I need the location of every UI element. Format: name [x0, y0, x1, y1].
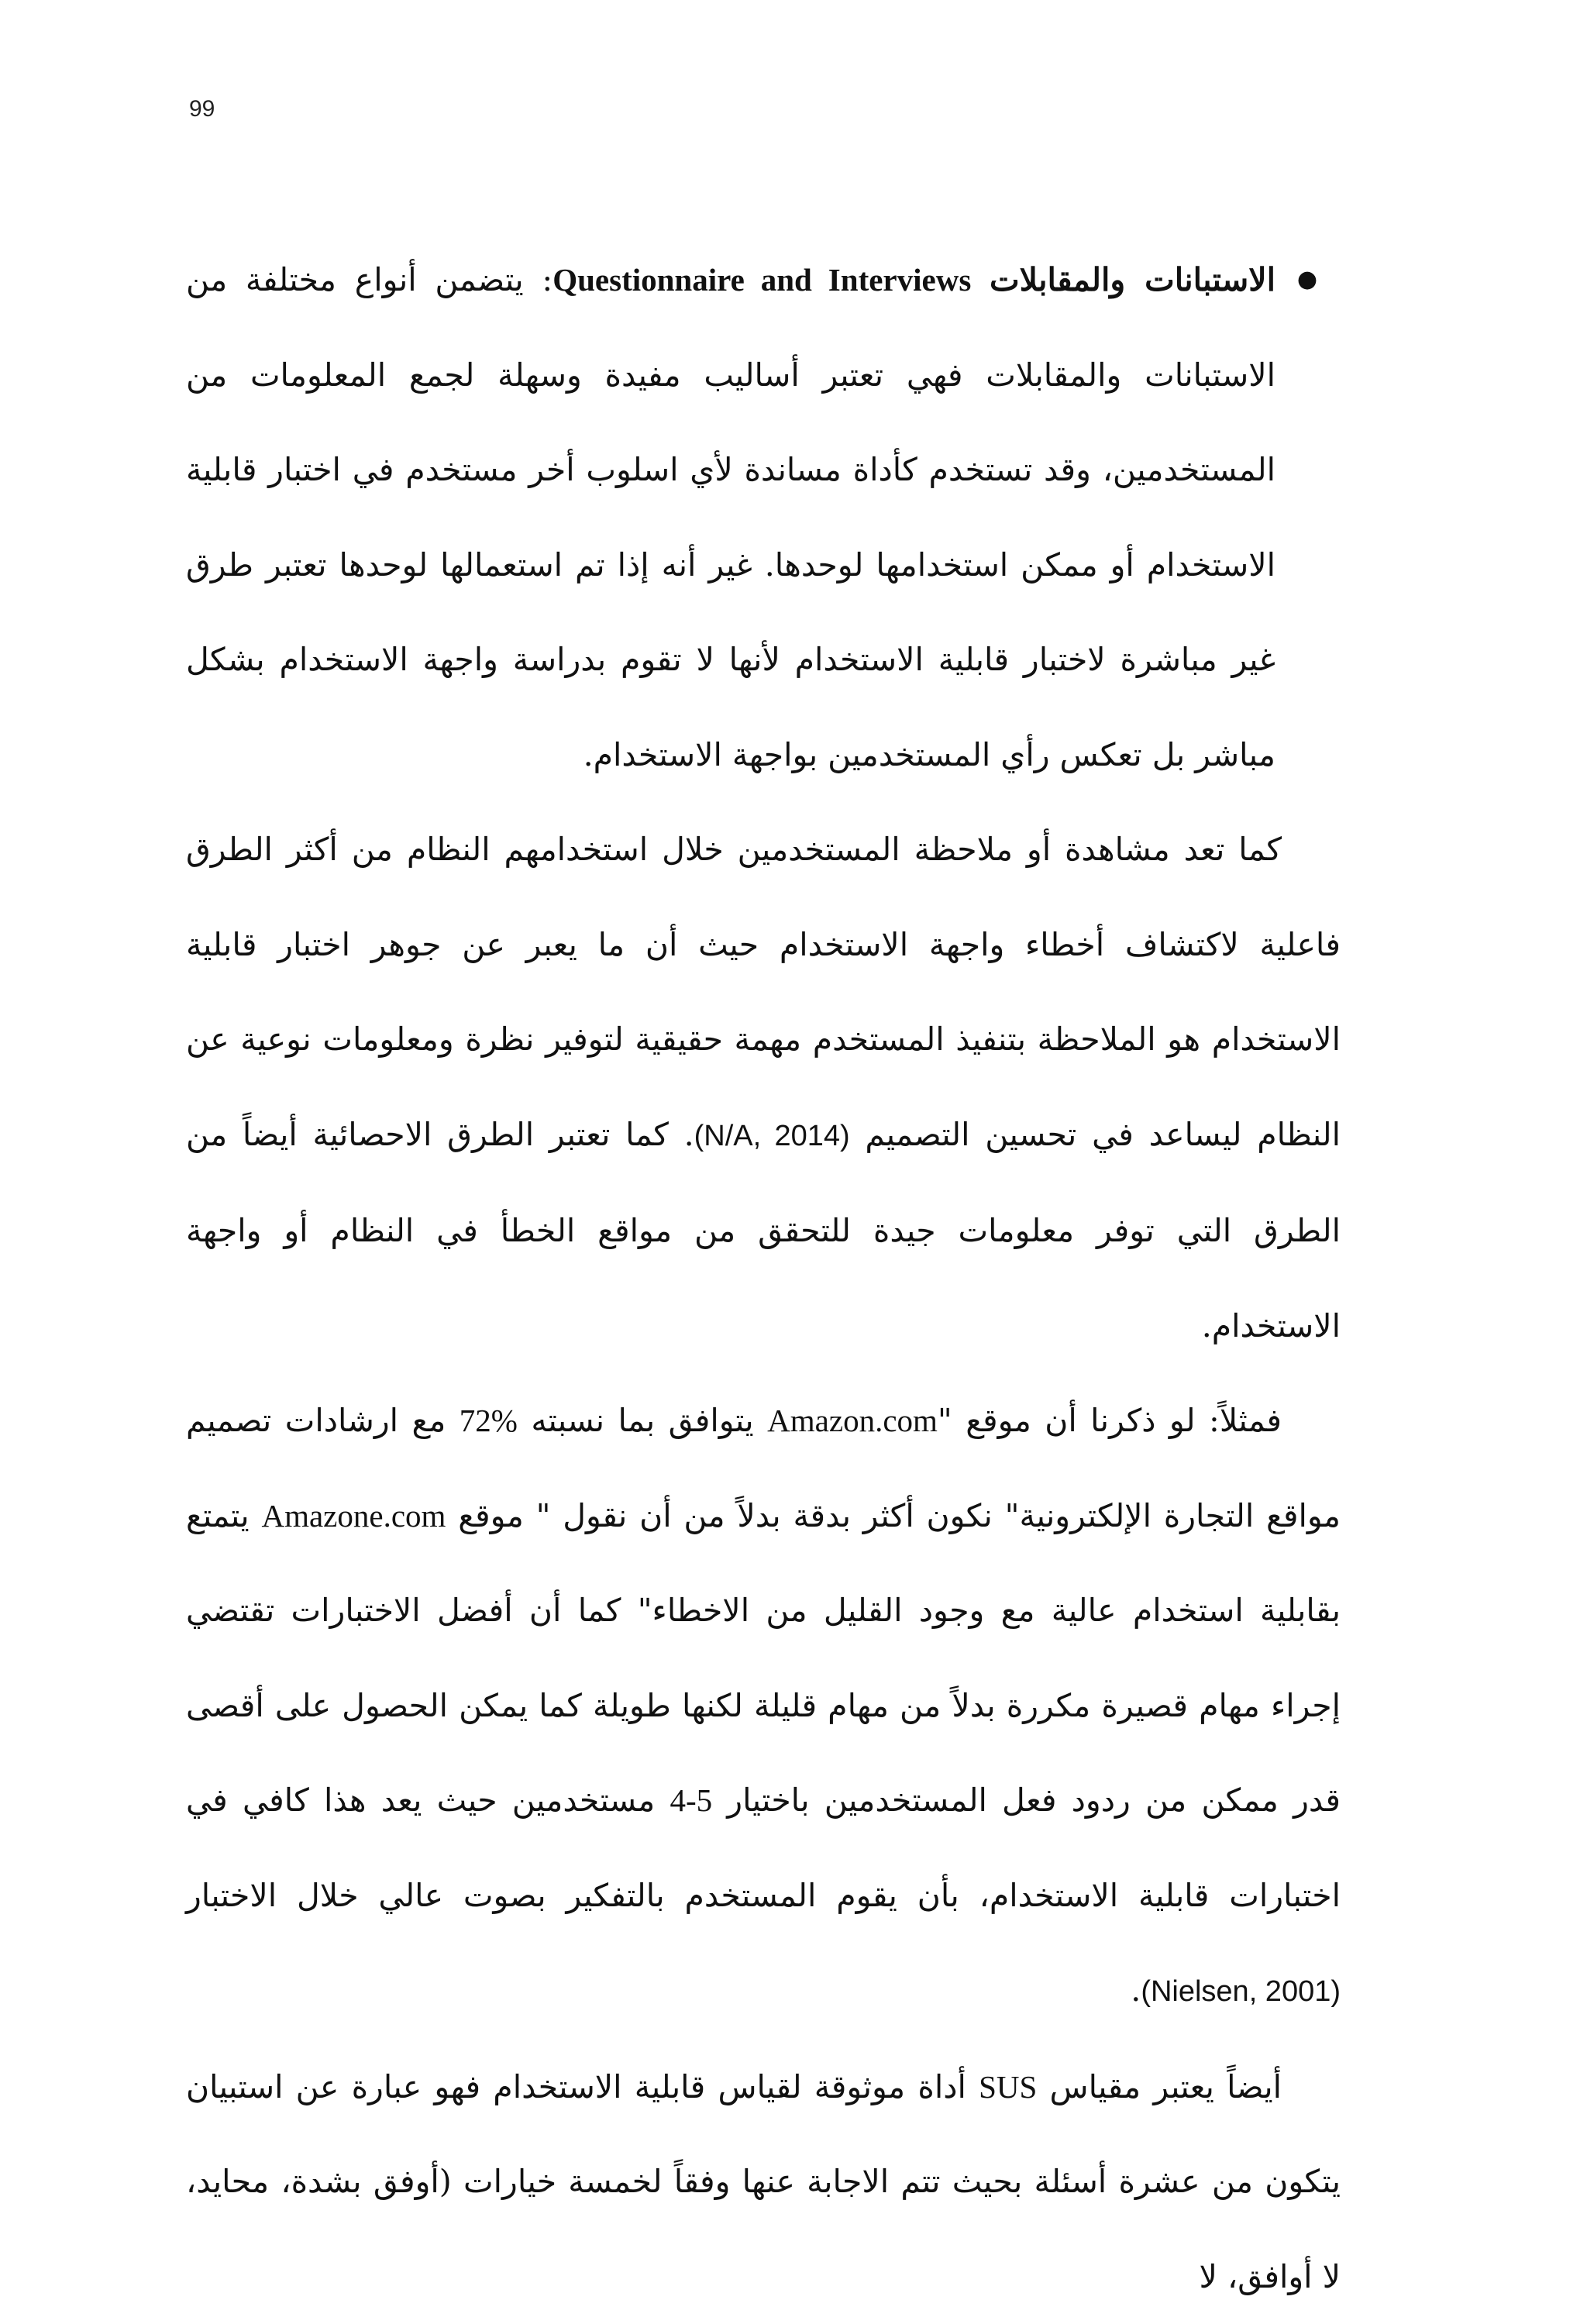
- page-number: 99: [189, 96, 215, 122]
- users-range: 4-5: [670, 1782, 712, 1818]
- citation-na-2014: (N/A, 2014): [694, 1120, 850, 1152]
- paragraph-text: يتمتع بقابلية استخدام عالية مع وجود القليل من الاخطاء" كما أن أفضل الاختبارات تقتضي إجراء مهام قصيرة مكررة بدلاً من مهام قليلة لكنها طويلة كما يمكن الحصول على أقصى قدر ممكن من ردود فعل المستخدمين باختيار: [186, 1497, 1341, 1820]
- site-amazon: Amazon.com: [767, 1403, 938, 1438]
- paragraph-text: مستخدمين حيث يعد هذا كافي في اختبارات قابلية الاستخدام، بأن يقوم المستخدم بالتفكير بصوت عالي خلال الاختبار: [186, 1782, 1341, 1914]
- bullet-title-english: Questionnaire and Interviews: [553, 262, 971, 298]
- bullet-icon: ●: [1297, 232, 1317, 328]
- bullet-text: يتضمن أنواع مختلفة من الاستبانات والمقابلات فهي تعتبر أساليب مفيدة وسهلة لجمع المعلومات من المستخدمين، وقد تستخدم كأداة مساندة لأي اسلوب أخر مستخدم في اختبار قابلية الاستخدام أو ممكن استخدامها لوحدها. غير أنه إذا تم استعمالها لوحدها تعتبر طرق غير مباشرة لاختبار قابلية الاستخدام لأنها لا تقوم بدراسة واجهة الاستخدام بشكل مباشر بل تعكس رأي المستخدمين بواجهة الاستخدام.: [186, 261, 1275, 773]
- bullet-colon: :: [542, 261, 553, 298]
- paragraph-example: [186, 1373, 1341, 2040]
- percent-value: 72%: [460, 1403, 518, 1438]
- paragraph-text: .: [1131, 1971, 1141, 2009]
- paragraph-text: أداة موثوقة لقياس قابلية الاستخدام فهو عبارة عن استبيان يتكون من عشرة أسئلة بحيث تتم الاجابة عنها وفقاً لخمسة خيارات (أوفق بشدة، محايد، لا أوافق، لا: [186, 2068, 1341, 2295]
- sus-term: SUS: [979, 2069, 1037, 2105]
- paragraph-text: مع ارشادات تصميم مواقع التجارة الإلكترونية" نكون أكثر بدقة بدلاً من أن نقول " موقع: [186, 1402, 1341, 1534]
- site-amazone: Amazone.com: [261, 1498, 446, 1534]
- paragraph-sus: [186, 2040, 1341, 2324]
- paragraph-text: أيضاً يعتبر مقياس: [1037, 2068, 1282, 2105]
- bullet-title-arabic: الاستبانات والمقابلات: [990, 261, 1275, 298]
- paragraph-text: كما تعد مشاهدة أو ملاحظة المستخدمين خلال استخدامهم النظام من أكثر الطرق فاعلية لاكتشاف أخطاء واجهة الاستخدام حيث أن ما يعبر عن جوهر اختبار قابلية الاستخدام هو الملاحظة بتنفيذ المستخدم مهمة حقيقية لتوفير نظرة ومعلومات نوعية عن النظام ليساعد في تحسين التصميم: [186, 831, 1341, 1153]
- paragraph-text: . كما تعتبر الطرق الاحصائية أيضاً من الطرق التي توفر معلومات جيدة للتحقق من مواقع الخطأ في النظام أو واجهة الاستخدام.: [186, 1116, 1341, 1344]
- citation-nielsen-2001: (Nielsen, 2001): [1141, 1975, 1341, 2008]
- paragraph-text: فمثلاً: لو ذكرنا أن موقع ": [938, 1402, 1282, 1439]
- bullet-paragraph-questionnaires: [186, 232, 1275, 802]
- document-body: [186, 232, 1341, 2324]
- paragraph-observation: [186, 802, 1341, 1373]
- paragraph-text: يتوافق بما نسبته: [518, 1402, 767, 1439]
